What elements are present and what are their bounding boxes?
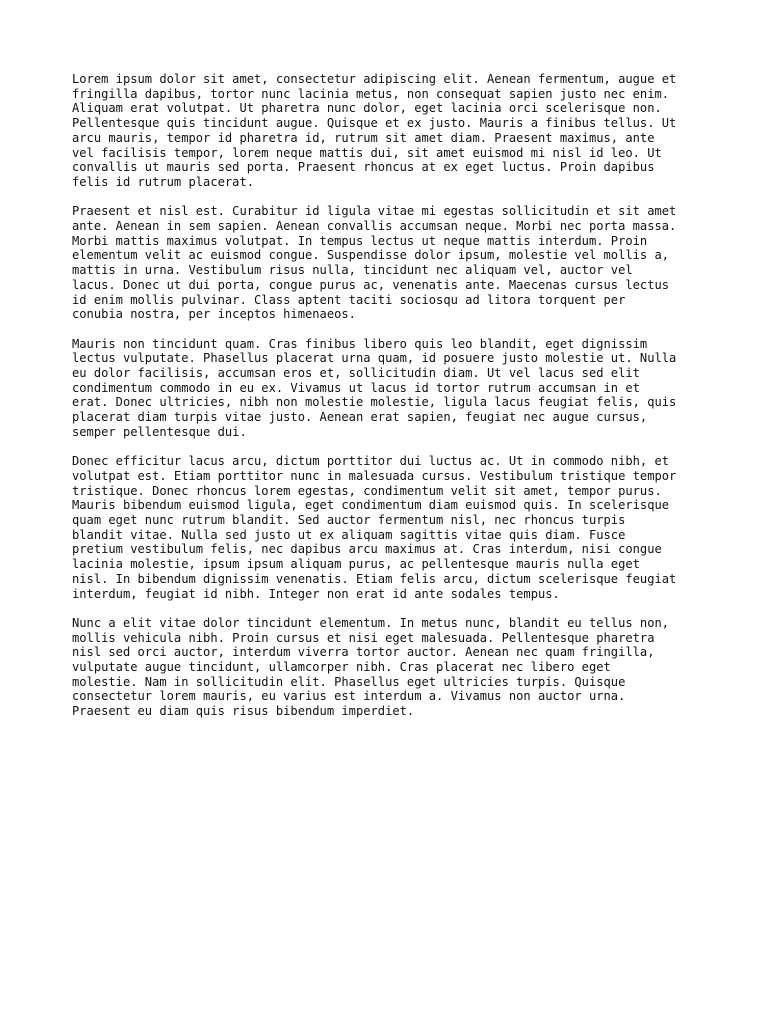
text-line: ante. Aenean in sem sapien. Aenean convallis accumsan neque. Morbi nec porta massa.: [72, 219, 677, 234]
paragraph-5: [72, 616, 702, 719]
text-line: eu dolor facilisis, accumsan eros et, sollicitudin diam. Ut vel lacus sed elit: [72, 366, 640, 381]
text-line: felis id rutrum placerat.: [72, 174, 255, 189]
text-line: lacus. Donec ut dui porta, congue purus ac, venenatis ante. Maecenas cursus lectus: [72, 277, 670, 292]
text-line: Morbi mattis maximus volutpat. In tempus lectus ut neque mattis interdum. Proin: [72, 233, 648, 248]
paragraph-3: [72, 337, 702, 440]
text-line: volutpat est. Etiam porttitor nunc in malesuada cursus. Vestibulum tristique tempor: [72, 468, 677, 483]
text-line: Praesent eu diam quis risus bibendum imperdiet.: [72, 704, 415, 719]
text-line: convallis ut mauris sed porta. Praesent rhoncus at ex eget luctus. Proin dapibus: [72, 160, 655, 175]
text-line: placerat diam turpis vitae justo. Aenean erat sapien, feugiat nec augue cursus,: [72, 410, 648, 425]
text-line: Praesent et nisl est. Curabitur id ligula vitae mi egestas sollicitudin et sit amet: [72, 204, 677, 219]
text-line: tristique. Donec rhoncus lorem egestas, condimentum velit sit amet, tempor purus.: [72, 483, 662, 498]
text-line: Lorem ipsum dolor sit amet, consectetur adipiscing elit. Aenean fermentum, augue et: [72, 72, 677, 86]
text-line: pretium vestibulum felis, nec dapibus arcu maximus at. Cras interdum, nisi congue: [72, 542, 662, 557]
text-line: elementum velit ac euismod congue. Suspendisse dolor ipsum, molestie vel mollis a,: [72, 248, 670, 263]
text-line: nisl. In bibendum dignissim venenatis. Etiam felis arcu, dictum scelerisque feugiat: [72, 571, 677, 586]
text-line: vulputate augue tincidunt, ullamcorper nibh. Cras placerat nec libero eget: [72, 660, 611, 675]
text-line: Aliquam erat volutpat. Ut pharetra nunc dolor, eget lacinia orci scelerisque non.: [72, 101, 662, 116]
text-line: condimentum commodo in eu ex. Vivamus ut lacus id tortor rutrum accumsan in et: [72, 380, 640, 395]
text-line: mollis vehicula nibh. Proin cursus et nisi eget malesuada. Pellentesque pharetra: [72, 630, 655, 645]
text-line: id enim mollis pulvinar. Class aptent taciti sociosqu ad litora torquent per: [72, 292, 626, 307]
text-line: erat. Donec ultricies, nibh non molestie molestie, ligula lacus feugiat felis, quis: [72, 395, 677, 410]
text-line: molestie. Nam in sollicitudin elit. Phasellus eget ultricies turpis. Quisque: [72, 674, 626, 689]
text-line: interdum, feugiat id nibh. Integer non erat id ante sodales tempus.: [72, 586, 560, 601]
text-line: Nunc a elit vitae dolor tincidunt elementum. In metus nunc, blandit eu tellus non,: [72, 615, 670, 630]
text-line: fringilla dapibus, tortor nunc lacinia metus, non consequat sapien justo nec enim.: [72, 86, 670, 101]
paragraph-4: [72, 454, 702, 601]
text-line: lectus vulputate. Phasellus placerat urna quam, id posuere justo molestie ut. Nulla: [72, 351, 677, 366]
text-line: Donec efficitur lacus arcu, dictum porttitor dui luctus ac. Ut in commodo nibh, et: [72, 454, 670, 469]
paragraph-2: [72, 204, 702, 322]
text-line: conubia nostra, per inceptos himenaeos.: [72, 307, 356, 322]
text-line: lacinia molestie, ipsum ipsum aliquam purus, ac pellentesque mauris nulla eget: [72, 557, 640, 572]
text-line: Mauris non tincidunt quam. Cras finibus libero quis leo blandit, eget dignissim: [72, 336, 648, 351]
paragraph-1: [72, 72, 702, 190]
text-line: Pellentesque quis tincidunt augue. Quisque et ex justo. Mauris a finibus tellus. Ut: [72, 116, 677, 131]
document-body: [72, 72, 702, 734]
text-line: mattis in urna. Vestibulum risus nulla, tincidunt nec aliquam vel, auctor vel: [72, 263, 633, 278]
text-line: nisl sed orci auctor, interdum viverra tortor auctor. Aenean nec quam fringilla,: [72, 645, 655, 660]
text-line: blandit vitae. Nulla sed justo ut ex aliquam sagittis vitae quis diam. Fusce: [72, 527, 626, 542]
text-line: consectetur lorem mauris, eu varius est interdum a. Vivamus non auctor urna.: [72, 689, 626, 704]
text-line: vel facilisis tempor, lorem neque mattis dui, sit amet euismod mi nisl id leo. Ut: [72, 145, 662, 160]
text-line: quam eget nunc rutrum blandit. Sed auctor fermentum nisl, nec rhoncus turpis: [72, 513, 626, 528]
text-line: Mauris bibendum euismod ligula, eget condimentum diam euismod quis. In scelerisque: [72, 498, 670, 513]
text-line: arcu mauris, tempor id pharetra id, rutrum sit amet diam. Praesent maximus, ante: [72, 130, 655, 145]
text-line: semper pellentesque dui.: [72, 424, 247, 439]
